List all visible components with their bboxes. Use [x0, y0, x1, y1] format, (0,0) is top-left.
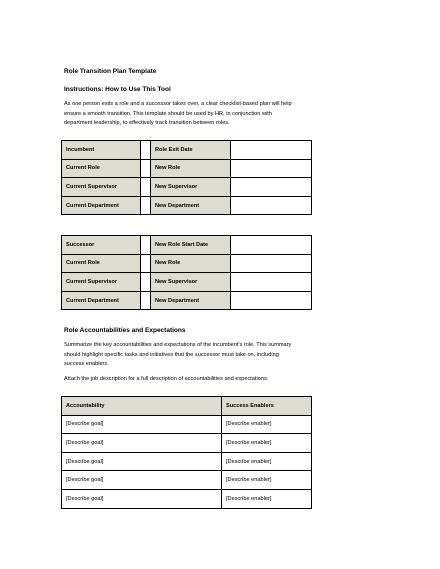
- table-label: New Role: [151, 159, 231, 178]
- table-label: New Department: [151, 291, 231, 310]
- table-label: New Role: [151, 254, 231, 273]
- successor-table: [61, 235, 312, 310]
- incumbent-table: [61, 140, 312, 215]
- table-label: Current Department: [62, 291, 141, 310]
- enabler-cell[interactable]: [Describe enabler]: [222, 434, 312, 453]
- table-label: Role Exit Date: [151, 141, 231, 160]
- table-cell-blank[interactable]: [231, 236, 312, 255]
- enabler-cell[interactable]: [Describe enabler]: [222, 489, 312, 508]
- table-label: Current Department: [62, 196, 141, 215]
- table-cell-blank[interactable]: [231, 141, 312, 160]
- attach-paragraph: Attach the job description for a full description of accountabilities and expectations.: [64, 376, 269, 382]
- table-cell-blank[interactable]: [141, 254, 151, 273]
- accountability-table: [61, 396, 312, 509]
- table-row: [62, 236, 312, 255]
- section-heading: Role Accountabilities and Expectations: [64, 327, 186, 334]
- table-header-row: [62, 397, 312, 416]
- table-label: Current Role: [62, 159, 141, 178]
- table-cell-blank[interactable]: [141, 196, 151, 215]
- table-row: [62, 141, 312, 160]
- table-row: [62, 254, 312, 273]
- table-cell-blank[interactable]: [231, 291, 312, 310]
- table-row: [62, 415, 312, 434]
- table-cell-blank[interactable]: [231, 178, 312, 197]
- table-cell-blank[interactable]: [141, 141, 151, 160]
- table-label: Incumbent: [62, 141, 141, 160]
- page-title: Role Transition Plan Template: [64, 68, 157, 75]
- table-row: [62, 471, 312, 490]
- enabler-cell[interactable]: [Describe enabler]: [222, 452, 312, 471]
- column-header-success-enablers: Success Enablers: [222, 397, 312, 416]
- table-cell-blank[interactable]: [231, 159, 312, 178]
- instructions-paragraph: [64, 100, 364, 129]
- table-label: Successor: [62, 236, 141, 255]
- table-row: [62, 434, 312, 453]
- goal-cell[interactable]: [Describe goal]: [62, 415, 222, 434]
- goal-cell[interactable]: [Describe goal]: [62, 434, 222, 453]
- enabler-cell[interactable]: [Describe enabler]: [222, 415, 312, 434]
- column-header-accountability: Accountability: [62, 397, 222, 416]
- table-cell-blank[interactable]: [231, 254, 312, 273]
- table-cell-blank[interactable]: [141, 159, 151, 178]
- summary-line: Summarize the key accountabilities and expectations of the incumbent's role. This summary: [64, 342, 292, 348]
- table-label: New Supervisor: [151, 273, 231, 292]
- instructions-heading: Instructions: How to Use This Tool: [64, 86, 171, 93]
- table-cell-blank[interactable]: [141, 236, 151, 255]
- enabler-cell[interactable]: [Describe enabler]: [222, 471, 312, 490]
- table-cell-blank[interactable]: [231, 196, 312, 215]
- summary-line: success enablers.: [64, 361, 109, 368]
- table-label: Current Supervisor: [62, 178, 141, 197]
- table-label: Current Role: [62, 254, 141, 273]
- table-cell-blank[interactable]: [141, 178, 151, 197]
- table-row: [62, 196, 312, 215]
- goal-cell[interactable]: [Describe goal]: [62, 489, 222, 508]
- table-row: [62, 273, 312, 292]
- table-label: New Role Start Date: [151, 236, 231, 255]
- table-cell-blank[interactable]: [231, 273, 312, 292]
- goal-cell[interactable]: [Describe goal]: [62, 471, 222, 490]
- table-row: [62, 291, 312, 310]
- table-label: New Supervisor: [151, 178, 231, 197]
- table-row: [62, 452, 312, 471]
- table-cell-blank[interactable]: [141, 291, 151, 310]
- table-cell-blank[interactable]: [141, 273, 151, 292]
- table-label: New Department: [151, 196, 231, 215]
- table-row: [62, 159, 312, 178]
- table-row: [62, 178, 312, 197]
- instructions-line: ensure a smooth transition. This template should be used by HR, in conjunction with: [64, 110, 272, 117]
- instructions-line: As one person exits a role and a successor takes over, a clear checklist-based plan will help: [64, 101, 292, 107]
- table-row: [62, 489, 312, 508]
- summary-line: should highlight specific tasks and initiatives that the successor must take on, including: [64, 351, 279, 358]
- summary-paragraph: [64, 341, 364, 370]
- table-label: Current Supervisor: [62, 273, 141, 292]
- instructions-line: department leadership, to effectively track transition between roles.: [64, 120, 230, 127]
- goal-cell[interactable]: [Describe goal]: [62, 452, 222, 471]
